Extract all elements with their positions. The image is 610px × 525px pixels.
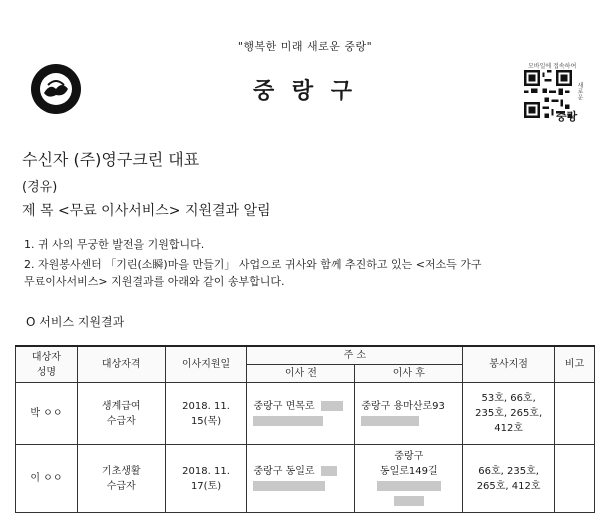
redaction-blur [253,481,325,491]
section-title: O 서비스 지원결과 [26,315,125,329]
result-table [15,345,595,513]
redaction-blur [321,466,337,476]
header-branch: 봉사지점 [463,346,555,383]
table-row [16,383,595,445]
redaction-blur [321,401,343,411]
cell-category: 생계급여 수급자 [77,383,165,445]
header-after: 이사 후 [355,365,463,383]
cell-note [555,383,595,445]
header-note: 비고 [555,346,595,383]
cell-date: 2018. 11. 17(토) [165,445,247,513]
cell-branch: 66호, 235호, 265호, 412호 [463,445,555,513]
cell-note [555,445,595,513]
redaction-blur [361,416,419,426]
header-address: 주 소 [247,346,463,365]
paragraph-2-line-1: 2. 자원봉사센터 「기린(소瞬)마을 만들기」 사업으로 귀사와 함께 추진하고 있는 <저소득 가구 [24,258,482,271]
redaction-blur [377,481,441,491]
organization-name: 중 랑 구 [252,78,358,104]
paragraph-2-line-2: 무료이사서비스> 지원결과를 아래와 같이 송부합니다. [24,275,285,288]
cell-date: 2018. 11. 15(목) [165,383,247,445]
header-category: 대상자격 [77,346,165,383]
cell-branch: 53호, 66호, 235호, 265호, 412호 [463,383,555,445]
slogan: "행복한 미래 새로운 중랑" [237,40,373,53]
header-before: 이사 전 [247,365,355,383]
cell-name: 이 ㅇㅇ [16,445,78,513]
cell-category: 기초생활 수급자 [77,445,165,513]
header-date: 이사지원일 [165,346,247,383]
qr-org-label: 중랑 [556,110,578,123]
recipient-line: 수신자 (주)영구크린 대표 [22,150,200,169]
table-row [16,445,595,513]
cell-address-before: 중랑구 동일로 [247,445,355,513]
paragraph-1: 1. 귀 사의 무궁한 발전을 기원합니다. [24,238,205,251]
qr-caption: 모바일에 접속하여 [528,63,577,70]
subject-line: 제 목 <무료 이사서비스> 지원결과 알림 [22,203,271,219]
cell-address-before: 중랑구 면목로 [247,383,355,445]
cell-address-after: 중랑구 용마산로93 [355,383,463,445]
via-line: (경유) [22,180,58,195]
cell-address-after: 중랑구 동일로149길 [355,445,463,513]
redaction-blur [253,416,323,426]
header-target: 대상자 성명 [16,346,78,383]
table-header-row [16,346,595,365]
redaction-blur [394,496,424,506]
qr-side-label: 새로운 [576,82,583,100]
cell-name: 박 ㅇㅇ [16,383,78,445]
